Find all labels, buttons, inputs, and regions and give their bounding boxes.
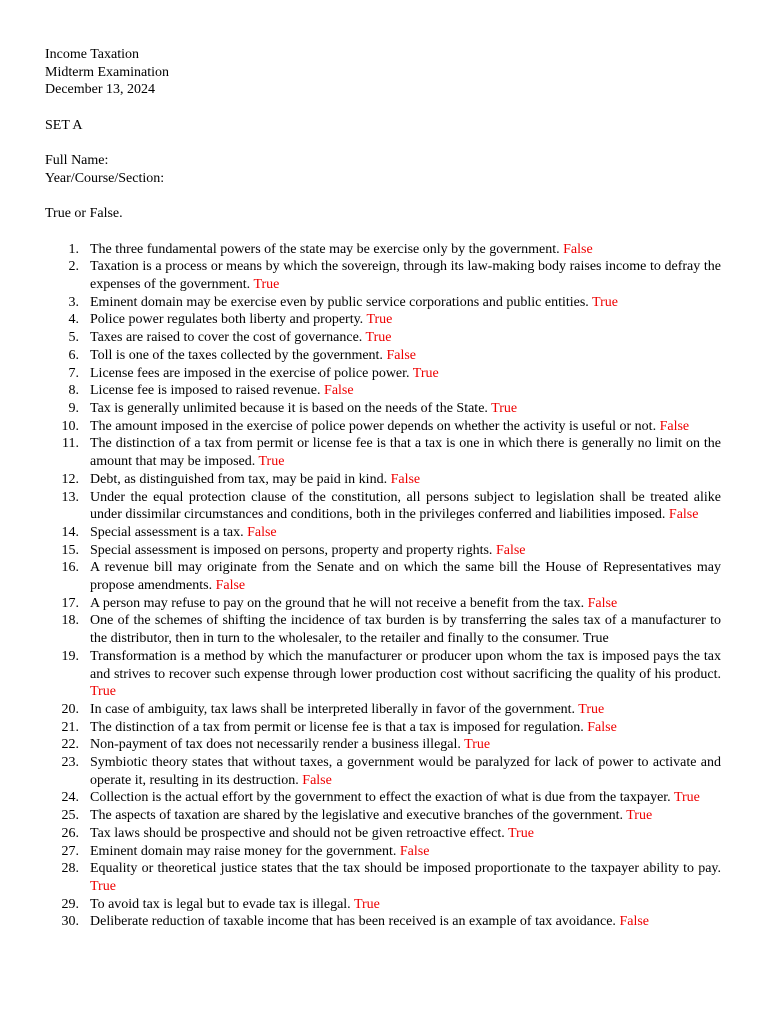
question-number: 26. [61, 825, 79, 841]
answer-label: True [491, 401, 518, 416]
question-item [45, 241, 721, 259]
answer-label: False [495, 542, 526, 558]
question-text: Special assessment is a tax. [90, 524, 244, 540]
answer-label: True [90, 878, 116, 894]
question-item [45, 489, 721, 524]
question-item [45, 382, 721, 400]
question-number: 20. [61, 701, 79, 717]
question-text: The three fundamental powers of the state may be exercise only by the government. [90, 241, 560, 257]
question-item [45, 294, 721, 312]
question-text: Eminent domain may be exercise even by public service corporations and public entities. [90, 294, 589, 310]
question-text: Non-payment of tax does not necessarily render a business illegal. [90, 737, 461, 753]
question-number: 27. [61, 843, 79, 859]
question-text: Under the equal protection clause of the constitution, all persons subject to legislation shall be treated alike under dissimilar circumstances and conditions, both in the privileges conferred and liabilities imposed. [90, 489, 721, 523]
spacer [45, 99, 721, 117]
question-item [45, 418, 721, 436]
question-item [45, 807, 721, 825]
question-item [45, 365, 721, 383]
answer-label: True [508, 825, 534, 841]
question-number: 3. [68, 294, 79, 310]
question-text: A revenue bill may originate from the Senate and on which the same bill the House of Representatives may propose amendments. [90, 560, 721, 594]
question-number: 15. [61, 542, 79, 558]
question-item [45, 612, 721, 647]
question-item [45, 559, 721, 594]
question-number: 23. [61, 755, 79, 771]
question-item [45, 471, 721, 489]
answer-label: False [215, 578, 246, 594]
answer-label: False [399, 843, 430, 859]
answer-label: False [302, 772, 332, 788]
course-title: Income Taxation [45, 47, 140, 62]
answer-label: True [253, 277, 280, 293]
question-item [45, 789, 721, 807]
answer-label: False [390, 471, 421, 487]
question-item [45, 719, 721, 737]
exam-title: Midterm Examination [45, 64, 170, 80]
answer-label: False [247, 524, 277, 540]
answer-label: True [353, 896, 380, 912]
question-item [45, 595, 721, 613]
question-item [45, 400, 721, 418]
question-text: Eminent domain may raise money for the government. [90, 843, 397, 859]
question-text: Tax is generally unlimited because it is based on the needs of the State. [90, 401, 488, 416]
question-text: Police power regulates both liberty and property. [90, 312, 364, 328]
question-text: Special assessment is imposed on persons, property and property rights. [90, 542, 493, 558]
answer-label: True [578, 701, 605, 717]
question-item [45, 542, 721, 560]
year-course-section-label: Year/Course/Section: [45, 170, 165, 186]
question-item [45, 311, 721, 329]
spacer [45, 188, 721, 206]
question-text: Collection is the actual effort by the government to effect the exaction of what is due from the taxpayer. [90, 790, 671, 806]
question-item [45, 843, 721, 861]
question-text: Taxation is a process or means by which the sovereign, through its law-making body raises income to defray the expenses of the government. [90, 259, 721, 293]
question-item [45, 754, 721, 789]
question-text: Deliberate reduction of taxable income that has been received is an example of tax avoidance. [90, 914, 616, 930]
question-text: Transformation is a method by which the manufacturer or producer upon whom the tax is imposed pays the tax and strives to recover such expense through lower production cost without sacrificing the quality of his product. [90, 648, 721, 682]
answer-label: False [563, 241, 593, 257]
answer-label: True [365, 330, 392, 346]
question-number: 29. [61, 896, 79, 912]
question-number: 6. [68, 347, 79, 363]
question-item [45, 258, 721, 293]
answer-label: True [366, 312, 393, 328]
question-number: 21. [61, 719, 79, 735]
spacer [45, 223, 721, 241]
question-item [45, 435, 721, 470]
question-number: 9. [68, 401, 79, 416]
answer-label: False [587, 719, 617, 735]
question-number: 11. [62, 436, 79, 452]
question-item [45, 825, 721, 843]
question-text: In case of ambiguity, tax laws shall be interpreted liberally in favor of the government. [90, 701, 576, 717]
question-number: 4. [68, 312, 79, 328]
question-text: Taxes are raised to cover the cost of governance. [90, 330, 363, 346]
full-name-label: Full Name: [45, 153, 109, 169]
question-number: 12. [61, 471, 79, 487]
question-number: 25. [61, 808, 79, 824]
question-number: 10. [61, 418, 79, 434]
question-number: 28. [61, 861, 79, 877]
question-number: 7. [68, 365, 79, 381]
question-item [45, 347, 721, 365]
answer-label: False [587, 595, 618, 611]
question-number: 30. [61, 914, 79, 930]
question-item [45, 329, 721, 347]
answer-label: True [626, 808, 653, 824]
question-number: 14. [61, 524, 79, 540]
question-text: The aspects of taxation are shared by the legislative and executive branches of the government. [90, 808, 623, 824]
question-number: 19. [61, 648, 79, 664]
answer-label: False [659, 418, 690, 434]
question-list [45, 241, 721, 931]
answer-label: False [619, 914, 649, 930]
question-item [45, 736, 721, 754]
answer-label: False [668, 507, 699, 523]
set-label: SET A [45, 117, 83, 133]
document-header [45, 46, 721, 241]
spacer [45, 135, 721, 153]
question-text: The distinction of a tax from permit or license fee is that a tax is one in which there is generally no limit on the amount that may be imposed. [90, 436, 721, 470]
question-text: The amount imposed in the exercise of police power depends on whether the activity is useful or not. [90, 418, 657, 434]
answer-label: True [582, 631, 609, 647]
question-item [45, 701, 721, 719]
question-text: The distinction of a tax from permit or license fee is that a tax is imposed for regulation. [90, 719, 584, 735]
question-item [45, 524, 721, 542]
question-number: 8. [68, 383, 79, 399]
question-text: License fees are imposed in the exercise of police power. [90, 365, 410, 381]
question-number: 5. [68, 330, 79, 346]
question-number: 17. [61, 595, 79, 611]
question-text: Symbiotic theory states that without taxes, a government would be paralyzed for lack of power to activate and operate it, resulting in its destruction. [90, 755, 721, 788]
answer-label: True [412, 365, 439, 381]
question-text: To avoid tax is legal but to evade tax is illegal. [90, 896, 351, 912]
answer-label: False [386, 347, 416, 363]
question-text: Toll is one of the taxes collected by the government. [90, 347, 383, 363]
question-number: 13. [61, 489, 79, 505]
question-text: Equality or theoretical justice states that the tax should be imposed proportionate to the taxpayer ability to pay. [90, 861, 721, 877]
question-text: License fee is imposed to raised revenue. [90, 383, 321, 399]
question-number: 1. [68, 241, 79, 257]
question-number: 22. [61, 737, 79, 753]
answer-label: True [90, 684, 116, 700]
question-number: 18. [61, 613, 79, 629]
question-item [45, 648, 721, 701]
question-number: 16. [61, 560, 79, 576]
answer-label: False [324, 383, 354, 399]
question-text: Tax laws should be prospective and should not be given retroactive effect. [90, 825, 505, 841]
answer-label: True [673, 790, 700, 806]
question-text: One of the schemes of shifting the incidence of tax burden is by transferring the sales tax of a manufacturer to the distributor, then in turn to the wholesaler, to the retailer and finally to the consumer. [90, 613, 721, 647]
question-item [45, 896, 721, 914]
question-item [45, 913, 721, 931]
question-number: 2. [68, 259, 79, 275]
question-text: Debt, as distinguished from tax, may be paid in kind. [90, 471, 388, 487]
answer-label: True [258, 454, 285, 470]
question-item [45, 860, 721, 895]
answer-label: True [592, 294, 618, 310]
question-number: 24. [61, 790, 79, 806]
exam-date: December 13, 2024 [45, 82, 156, 98]
answer-label: True [464, 737, 491, 753]
question-text: A person may refuse to pay on the ground that he will not receive a benefit from the tax. [90, 595, 585, 611]
instructions: True or False. [45, 206, 123, 222]
